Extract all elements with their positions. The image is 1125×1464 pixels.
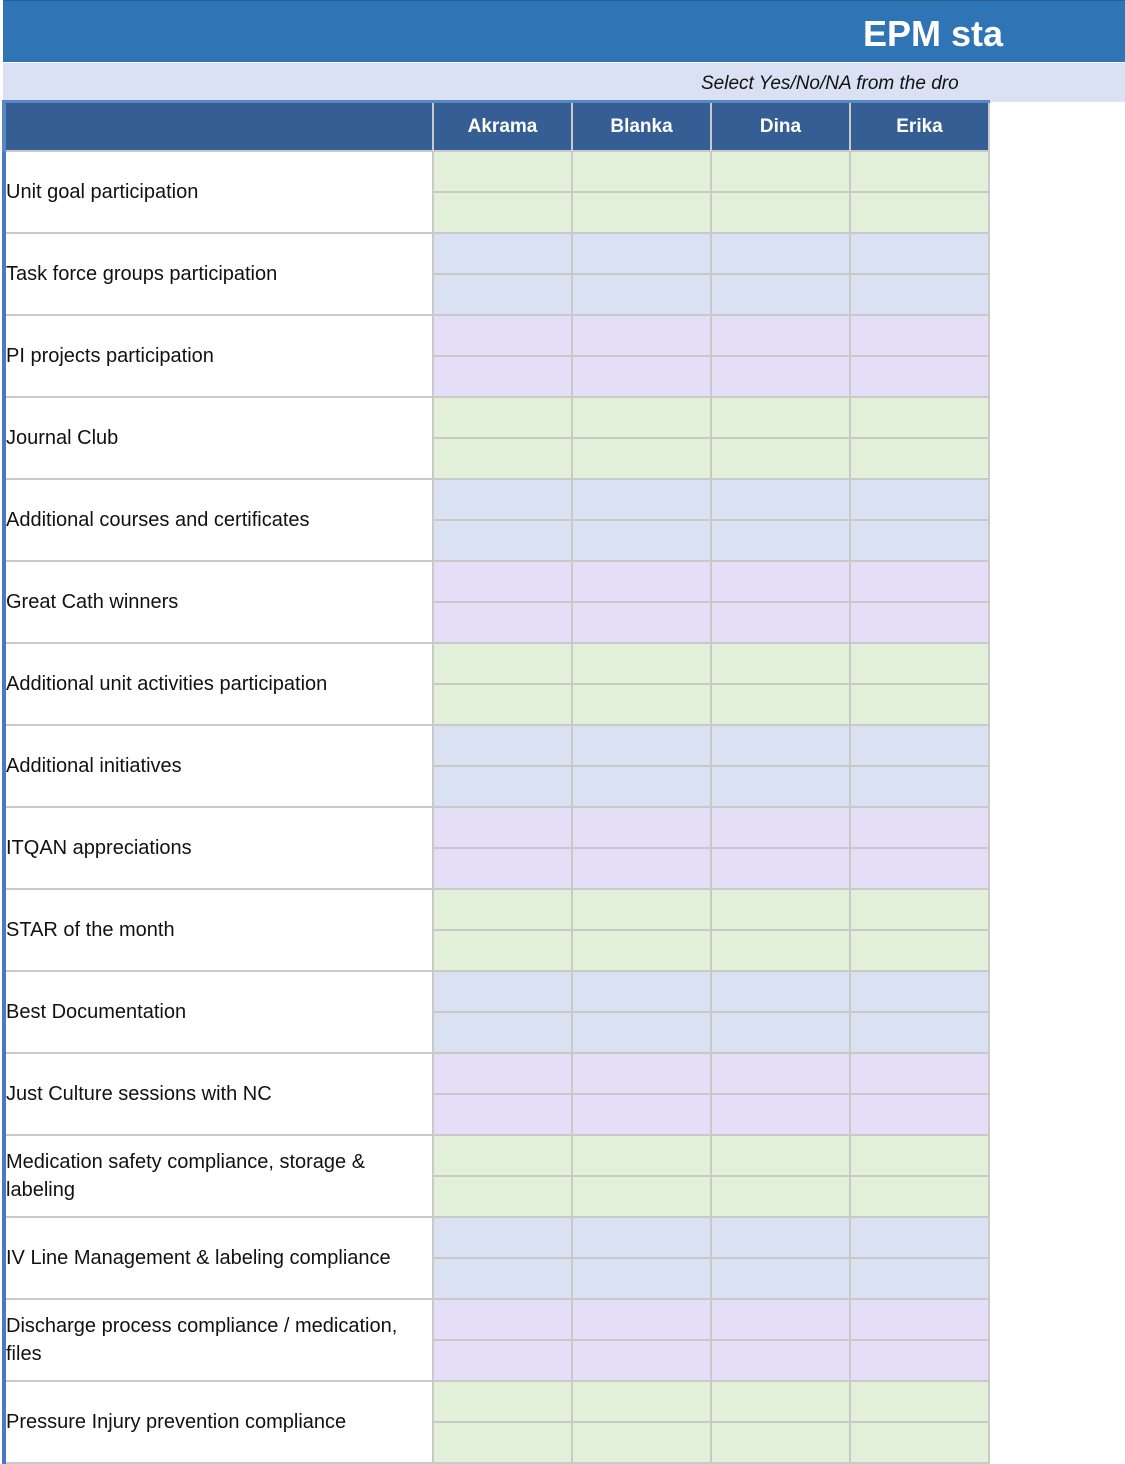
response-cell[interactable] [850, 1012, 989, 1053]
response-cell[interactable] [433, 438, 572, 479]
response-cell[interactable] [850, 397, 989, 438]
response-cell[interactable] [850, 274, 989, 315]
response-cell[interactable] [433, 1299, 572, 1340]
response-cell[interactable] [850, 479, 989, 520]
response-cell[interactable] [433, 643, 572, 684]
response-cell[interactable] [711, 971, 850, 1012]
instruction-bar [3, 63, 1125, 102]
response-cell[interactable] [850, 725, 989, 766]
response-cell[interactable] [850, 520, 989, 561]
employee-header: Akrama [433, 102, 572, 152]
response-cell[interactable] [711, 602, 850, 643]
response-cell[interactable] [572, 151, 711, 192]
response-cell[interactable] [850, 1135, 989, 1176]
table-row [4, 151, 989, 192]
response-cell[interactable] [572, 1299, 711, 1340]
response-cell[interactable] [433, 1381, 572, 1422]
response-cell[interactable] [572, 1422, 711, 1463]
response-cell[interactable] [850, 848, 989, 889]
response-cell[interactable] [711, 807, 850, 848]
category-label: STAR of the month [4, 889, 433, 971]
category-label: Medication safety compliance, storage & labeling [4, 1135, 433, 1217]
response-cell[interactable] [850, 1176, 989, 1217]
response-cell[interactable] [572, 561, 711, 602]
table-body [4, 151, 989, 1463]
response-cell[interactable] [711, 356, 850, 397]
category-label: Task force groups participation [4, 233, 433, 315]
table-row [4, 1381, 989, 1422]
response-cell[interactable] [850, 930, 989, 971]
response-cell[interactable] [711, 151, 850, 192]
response-cell[interactable] [850, 356, 989, 397]
response-cell[interactable] [711, 1012, 850, 1053]
table-row [4, 479, 989, 520]
response-cell[interactable] [711, 1135, 850, 1176]
response-cell[interactable] [850, 602, 989, 643]
category-header [4, 102, 433, 152]
employee-header: Erika [850, 102, 989, 152]
response-cell[interactable] [572, 1012, 711, 1053]
response-cell[interactable] [433, 1217, 572, 1258]
response-cell[interactable] [433, 151, 572, 192]
response-cell[interactable] [433, 889, 572, 930]
response-cell[interactable] [572, 315, 711, 356]
response-cell[interactable] [711, 233, 850, 274]
category-label: Pressure Injury prevention compliance [4, 1381, 433, 1463]
response-cell[interactable] [572, 1381, 711, 1422]
response-cell[interactable] [572, 1258, 711, 1299]
response-cell[interactable] [711, 643, 850, 684]
response-cell[interactable] [433, 274, 572, 315]
response-cell[interactable] [572, 438, 711, 479]
instruction-text: Select Yes/No/NA from the dro [701, 73, 959, 94]
response-cell[interactable] [433, 479, 572, 520]
response-cell[interactable] [433, 1135, 572, 1176]
response-cell[interactable] [433, 561, 572, 602]
response-cell[interactable] [572, 1094, 711, 1135]
response-cell[interactable] [850, 438, 989, 479]
table-row [4, 233, 989, 274]
response-cell[interactable] [711, 274, 850, 315]
response-cell[interactable] [433, 1094, 572, 1135]
response-cell[interactable] [433, 1012, 572, 1053]
response-cell[interactable] [711, 1340, 850, 1381]
response-cell[interactable] [850, 1299, 989, 1340]
response-cell[interactable] [850, 1422, 989, 1463]
response-cell[interactable] [711, 438, 850, 479]
response-cell[interactable] [711, 1094, 850, 1135]
response-cell[interactable] [572, 889, 711, 930]
response-cell[interactable] [433, 1422, 572, 1463]
table-row [4, 889, 989, 930]
response-cell[interactable] [711, 520, 850, 561]
response-cell[interactable] [572, 807, 711, 848]
response-cell[interactable] [850, 1094, 989, 1135]
response-cell[interactable] [850, 1217, 989, 1258]
category-label: IV Line Management & labeling compliance [4, 1217, 433, 1299]
category-label: Best Documentation [4, 971, 433, 1053]
response-cell[interactable] [433, 602, 572, 643]
response-cell[interactable] [433, 848, 572, 889]
response-cell[interactable] [572, 479, 711, 520]
title-bar [3, 0, 1125, 62]
table-row [4, 315, 989, 356]
evaluation-table [2, 100, 990, 1464]
response-cell[interactable] [711, 192, 850, 233]
category-label: PI projects participation [4, 315, 433, 397]
category-label: Additional courses and certificates [4, 479, 433, 561]
response-cell[interactable] [711, 1381, 850, 1422]
response-cell[interactable] [572, 643, 711, 684]
response-cell[interactable] [433, 684, 572, 725]
response-cell[interactable] [572, 1340, 711, 1381]
response-cell[interactable] [572, 274, 711, 315]
category-label: Additional unit activities participation [4, 643, 433, 725]
response-cell[interactable] [572, 233, 711, 274]
response-cell[interactable] [711, 848, 850, 889]
response-cell[interactable] [572, 1135, 711, 1176]
response-cell[interactable] [711, 1258, 850, 1299]
response-cell[interactable] [850, 315, 989, 356]
response-cell[interactable] [572, 192, 711, 233]
response-cell[interactable] [711, 1053, 850, 1094]
response-cell[interactable] [572, 725, 711, 766]
response-cell[interactable] [850, 807, 989, 848]
table-row [4, 1135, 989, 1176]
response-cell[interactable] [850, 1340, 989, 1381]
response-cell[interactable] [711, 684, 850, 725]
response-cell[interactable] [711, 766, 850, 807]
category-label: Great Cath winners [4, 561, 433, 643]
category-label: Journal Club [4, 397, 433, 479]
response-cell[interactable] [572, 766, 711, 807]
employee-header: Blanka [572, 102, 711, 152]
table-row [4, 971, 989, 1012]
response-cell[interactable] [850, 889, 989, 930]
response-cell[interactable] [433, 930, 572, 971]
response-cell[interactable] [572, 930, 711, 971]
table-row [4, 1217, 989, 1258]
table-row [4, 1299, 989, 1340]
response-cell[interactable] [711, 889, 850, 930]
response-cell[interactable] [433, 1340, 572, 1381]
response-cell[interactable] [850, 643, 989, 684]
response-cell[interactable] [572, 971, 711, 1012]
response-cell[interactable] [850, 151, 989, 192]
response-cell[interactable] [850, 233, 989, 274]
table-row [4, 1053, 989, 1094]
response-cell[interactable] [850, 1381, 989, 1422]
response-cell[interactable] [572, 397, 711, 438]
response-cell[interactable] [850, 766, 989, 807]
response-cell[interactable] [711, 725, 850, 766]
response-cell[interactable] [711, 315, 850, 356]
response-cell[interactable] [850, 1258, 989, 1299]
table-row [4, 725, 989, 766]
response-cell[interactable] [850, 561, 989, 602]
sheet-title: EPM sta [863, 13, 1004, 54]
response-cell[interactable] [433, 1053, 572, 1094]
response-cell[interactable] [572, 520, 711, 561]
response-cell[interactable] [433, 766, 572, 807]
response-cell[interactable] [572, 848, 711, 889]
category-label: Discharge process compliance / medication, files [4, 1299, 433, 1381]
response-cell[interactable] [433, 725, 572, 766]
response-cell[interactable] [433, 397, 572, 438]
response-cell[interactable] [572, 1053, 711, 1094]
category-label: Unit goal participation [4, 151, 433, 233]
response-cell[interactable] [433, 233, 572, 274]
category-label: ITQAN appreciations [4, 807, 433, 889]
response-cell[interactable] [433, 1258, 572, 1299]
response-cell[interactable] [572, 1217, 711, 1258]
response-cell[interactable] [850, 971, 989, 1012]
response-cell[interactable] [850, 684, 989, 725]
category-label: Just Culture sessions with NC [4, 1053, 433, 1135]
table-row [4, 397, 989, 438]
response-cell[interactable] [433, 192, 572, 233]
table-row [4, 807, 989, 848]
response-cell[interactable] [572, 1176, 711, 1217]
header-row [4, 102, 989, 152]
response-cell[interactable] [850, 192, 989, 233]
response-cell[interactable] [433, 520, 572, 561]
response-cell[interactable] [711, 930, 850, 971]
response-cell[interactable] [433, 356, 572, 397]
table-row [4, 561, 989, 602]
response-cell[interactable] [433, 1176, 572, 1217]
employee-header: Dina [711, 102, 850, 152]
response-cell[interactable] [711, 1422, 850, 1463]
category-label: Additional initiatives [4, 725, 433, 807]
response-cell[interactable] [711, 1217, 850, 1258]
response-cell[interactable] [433, 315, 572, 356]
response-cell[interactable] [711, 561, 850, 602]
response-cell[interactable] [572, 356, 711, 397]
response-cell[interactable] [711, 397, 850, 438]
response-cell[interactable] [433, 807, 572, 848]
response-cell[interactable] [433, 971, 572, 1012]
response-cell[interactable] [850, 1053, 989, 1094]
response-cell[interactable] [711, 1299, 850, 1340]
response-cell[interactable] [711, 479, 850, 520]
response-cell[interactable] [711, 1176, 850, 1217]
response-cell[interactable] [572, 684, 711, 725]
table-row [4, 643, 989, 684]
response-cell[interactable] [572, 602, 711, 643]
